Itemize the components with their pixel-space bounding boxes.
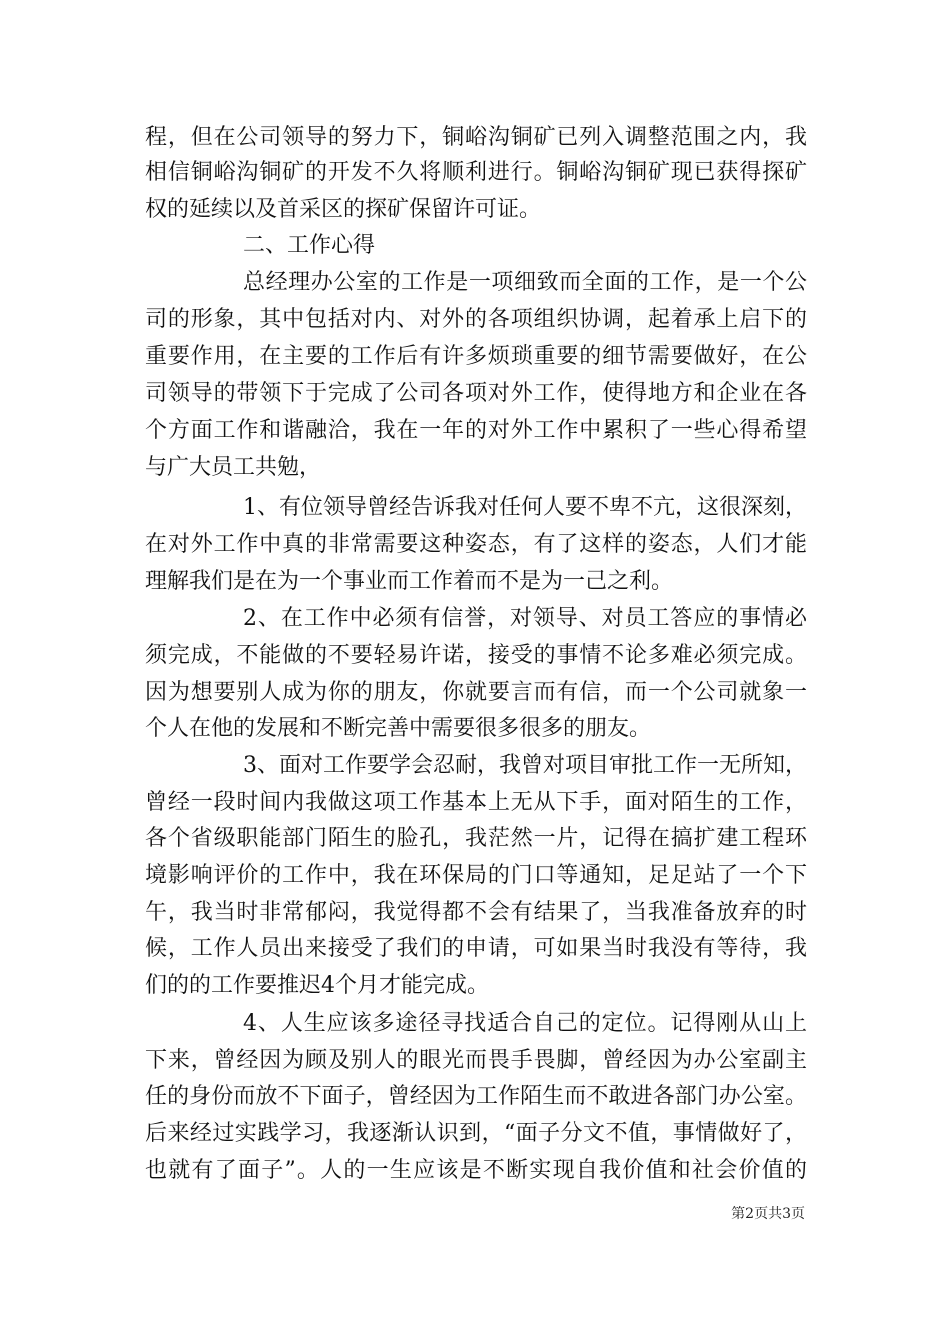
text-line: 们的的工作要推迟4个月才能完成。 [145, 973, 489, 998]
page-number: 第2页共3页 [731, 1206, 805, 1222]
text-line: 任的身份而放不下面子，曾经因为工作陌生而不敢进各部门办公室。 [145, 1084, 807, 1109]
text-line: 2、在工作中必须有信誉，对领导、对员工答应的事情必 [243, 606, 807, 631]
text-line: 总经理办公室的工作是一项细致而全面的工作，是一个公 [243, 270, 807, 295]
text-line: 也就有了面子”。人的一生应该是不断实现自我价值和社会价值的 [145, 1158, 807, 1183]
text-line: 司领导的带领下于完成了公司各项对外工作，使得地方和企业在各 [145, 381, 807, 406]
text-line: 午，我当时非常郁闷，我觉得都不会有结果了，当我准备放弃的时 [145, 900, 807, 925]
text-line: 在对外工作中真的非常需要这种姿态，有了这样的姿态，人们才能 [145, 532, 807, 557]
text-line: 程，但在公司领导的努力下，铜峪沟铜矿已列入调整范围之内，我 [145, 125, 807, 150]
text-line: 重要作用，在主要的工作后有许多烦琐重要的细节需要做好，在公 [145, 344, 807, 369]
text-line: 司的形象，其中包括对内、对外的各项组织协调，起着承上启下的 [145, 307, 807, 332]
text-line: 相信铜峪沟铜矿的开发不久将顺利进行。铜峪沟铜矿现已获得探矿 [145, 160, 807, 185]
section-heading: 二、工作心得 [243, 233, 376, 258]
text-line: 后来经过实践学习，我逐渐认识到，“面子分文不值，事情做好了， [145, 1121, 807, 1146]
text-line: 境影响评价的工作中，我在环保局的门口等通知，足足站了一个下 [145, 863, 807, 888]
text-line: 权的延续以及首采区的探矿保留许可证。 [145, 197, 542, 222]
text-line: 须完成，不能做的不要轻易许诺，接受的事情不论多难必须完成。 [145, 643, 807, 668]
text-line: 1、有位领导曾经告诉我对任何人要不卑不亢，这很深刻， [243, 495, 807, 520]
text-line: 候，工作人员出来接受了我们的申请，可如果当时我没有等待，我 [145, 936, 807, 961]
text-line: 曾经一段时间内我做这项工作基本上无从下手，面对陌生的工作， [145, 790, 807, 815]
text-line: 各个省级职能部门陌生的脸孔，我茫然一片，记得在搞扩建工程环 [145, 826, 807, 851]
text-line: 下来，曾经因为顾及别人的眼光而畏手畏脚，曾经因为办公室副主 [145, 1048, 807, 1073]
text-line: 个人在他的发展和不断完善中需要很多很多的朋友。 [145, 716, 652, 741]
text-line: 因为想要别人成为你的朋友，你就要言而有信，而一个公司就象一 [145, 680, 807, 705]
text-line: 与广大员工共勉， [145, 455, 322, 480]
text-line: 4、人生应该多途径寻找适合自己的定位。记得刚从山上 [243, 1011, 807, 1036]
text-line: 3、面对工作要学会忍耐，我曾对项目审批工作一无所知， [243, 753, 807, 778]
text-line: 个方面工作和谐融洽，我在一年的对外工作中累积了一些心得希望 [145, 418, 807, 443]
text-line: 理解我们是在为一个事业而工作着而不是为一己之利。 [145, 569, 674, 594]
